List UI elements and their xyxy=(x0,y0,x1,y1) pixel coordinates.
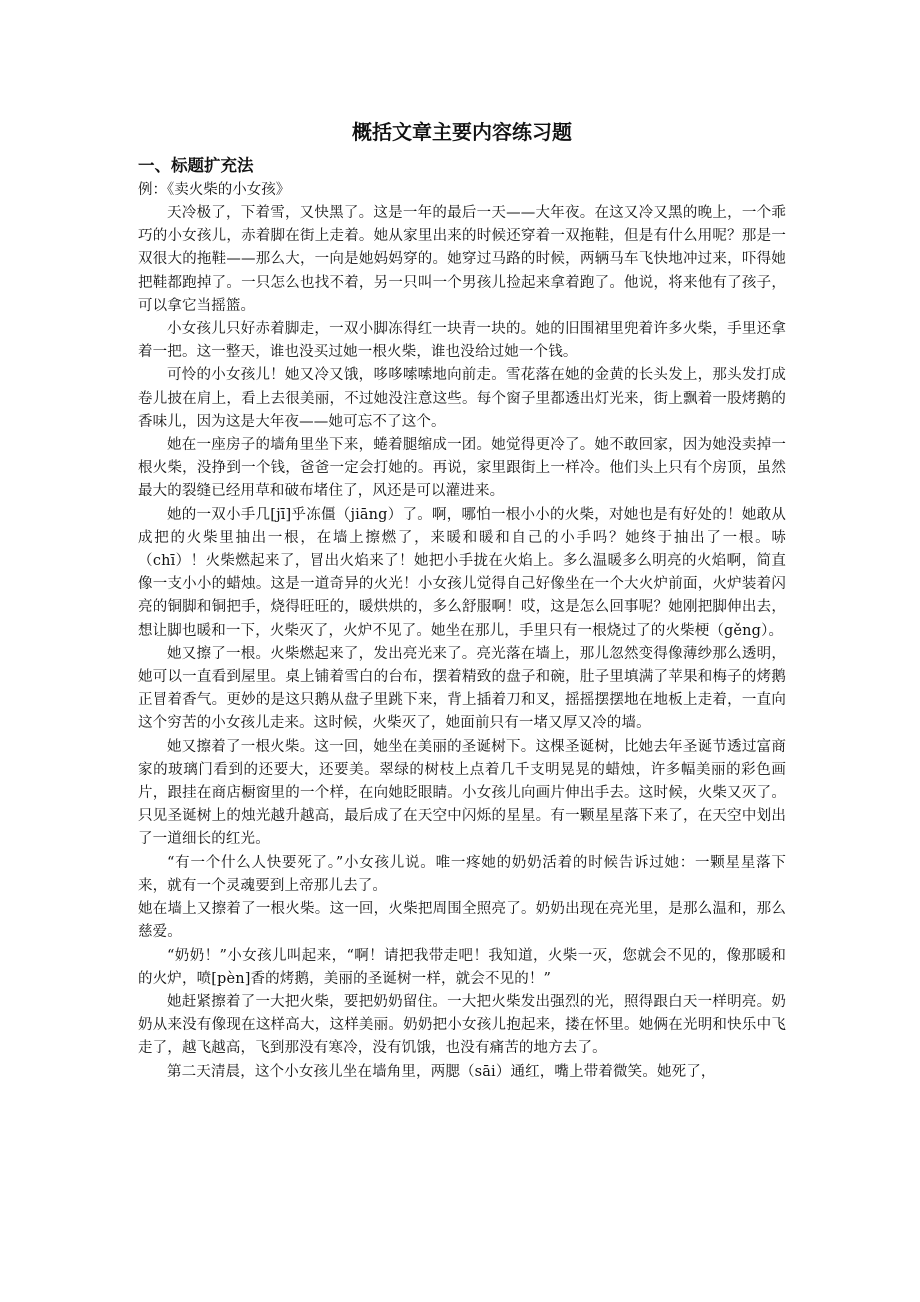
story-paragraph: “奶奶！”小女孩儿叫起来，“啊！请把我带走吧！我知道，火柴一灭，您就会不见的，像那暖和的火炉，喷[pèn]香的烤鹅，美丽的圣诞树一样，就会不见的！” xyxy=(138,947,786,987)
story-paragraph: 她又擦了一根。火柴燃起来了，发出亮光来了。亮光落在墙上，那儿忽然变得像薄纱那么透明，她可以一直看到屋里。桌上铺着雪白的台布，摆着精致的盘子和碗，肚子里填满了苹果和梅子的烤鹅正冒着香气。更妙的是这只鹅从盘子里跳下来，背上插着刀和叉，摇摇摆摆地在地板上走着，一直向这个穷苦的小女孩儿走来。这时候，火柴灭了，她面前只有一堵又厚又冷的墙。 xyxy=(138,645,786,732)
story-paragraph: 可怜的小女孩儿！她又冷又饿，哆哆嗦嗦地向前走。雪花落在她的金黄的长头发上，那头发打成卷儿披在肩上，看上去很美丽，不过她没注意这些。每个窗子里都透出灯光来，街上飘着一股烤鹅的香味儿，因为这是大年夜——她可忘不了这个。 xyxy=(138,367,786,430)
example-label: 例：《卖火柴的小女孩》 xyxy=(138,182,291,198)
story-body xyxy=(138,202,786,1084)
document-page xyxy=(138,118,786,1084)
story-paragraph: 她的一双小手几[jī]乎冻僵（jiāng）了。啊，哪怕一根小小的火柴，对她也是有好处的！她敢从成把的火柴里抽出一根，在墙上擦燃了，来暖和暖和自己的小手吗？她终于抽出了一根。哧（chī）！火柴燃起来了，冒出火焰来了！她把小手拢在火焰上。多么温暖多么明亮的火焰啊，简直像一支小小的蜡烛。这是一道奇异的火光！小女孩儿觉得自己好像坐在一个大火炉前面，火炉装着闪亮的铜脚和铜把手，烧得旺旺的，暖烘烘的，多么舒服啊！哎，这是怎么回事呢？她刚把脚伸出去，想让脚也暖和一下，火柴灭了，火炉不见了。她坐在那儿，手里只有一根烧过了的火柴梗（gěng）。 xyxy=(138,506,786,639)
story-paragraph: 天冷极了，下着雪，又快黑了。这是一年的最后一天——大年夜。在这又冷又黑的晚上，一个乖巧的小女孩儿，赤着脚在街上走着。她从家里出来的时候还穿着一双拖鞋，但是有什么用呢？那是一双很大的拖鞋——那么大，一向是她妈妈穿的。她穿过马路的时候，两辆马车飞快地冲过来，吓得她把鞋都跑掉了。一只怎么也找不着，另一只叫一个男孩儿捡起来拿着跑了。他说，将来他有了孩子，可以拿它当摇篮。 xyxy=(138,205,786,314)
story-paragraph: 第二天清晨，这个小女孩儿坐在墙角里，两腮（sāi）通红，嘴上带着微笑。她死了， xyxy=(167,1063,716,1080)
story-paragraph: “有一个什么人快要死了。”小女孩儿说。唯一疼她的奶奶活着的时候告诉过她：一颗星星落下来，就有一个灵魂要到上帝那儿去了。 xyxy=(138,854,786,894)
story-paragraph: 她在墙上又擦着了一根火柴。这一回，火柴把周围全照亮了。奶奶出现在亮光里，是那么温和，那么慈爱。 xyxy=(138,901,786,941)
story-paragraph: 她在一座房子的墙角里坐下来，蜷着腿缩成一团。她觉得更冷了。她不敢回家，因为她没卖掉一根火柴，没挣到一个钱，爸爸一定会打她的。再说，家里跟街上一样冷。他们头上只有个房顶，虽然最大的裂缝已经用草和破布堵住了，风还是可以灌进来。 xyxy=(138,437,786,500)
story-paragraph: 她赶紧擦着了一大把火柴，要把奶奶留住。一大把火柴发出强烈的光，照得跟白天一样明亮。奶奶从来没有像现在这样高大，这样美丽。奶奶把小女孩儿抱起来，搂在怀里。她俩在光明和快乐中飞走了，越飞越高，飞到那没有寒冷，没有饥饿，也没有痛苦的地方去了。 xyxy=(138,993,786,1057)
document-title: 概括文章主要内容练习题 xyxy=(352,120,572,144)
story-paragraph: 小女孩儿只好赤着脚走，一双小脚冻得红一块青一块的。她的旧围裙里兜着许多火柴，手里还拿着一把。这一整天，谁也没买过她一根火柴，谁也没给过她一个钱。 xyxy=(138,321,786,361)
story-paragraph: 她又擦着了一根火柴。这一回，她坐在美丽的圣诞树下。这棵圣诞树，比她去年圣诞节透过富商家的玻璃门看到的还要大，还要美。翠绿的树枝上点着几千支明晃晃的蜡烛，许多幅美丽的彩色画片，跟挂在商店橱窗里的一个样，在向她眨眼睛。小女孩儿向画片伸出手去。这时候，火柴又灭了。只见圣诞树上的烛光越升越高，最后成了在天空中闪烁的星星。有一颗星星落下来了，在天空中划出了一道细长的红光。 xyxy=(138,738,786,848)
section-heading: 一、标题扩充法 xyxy=(138,156,254,175)
